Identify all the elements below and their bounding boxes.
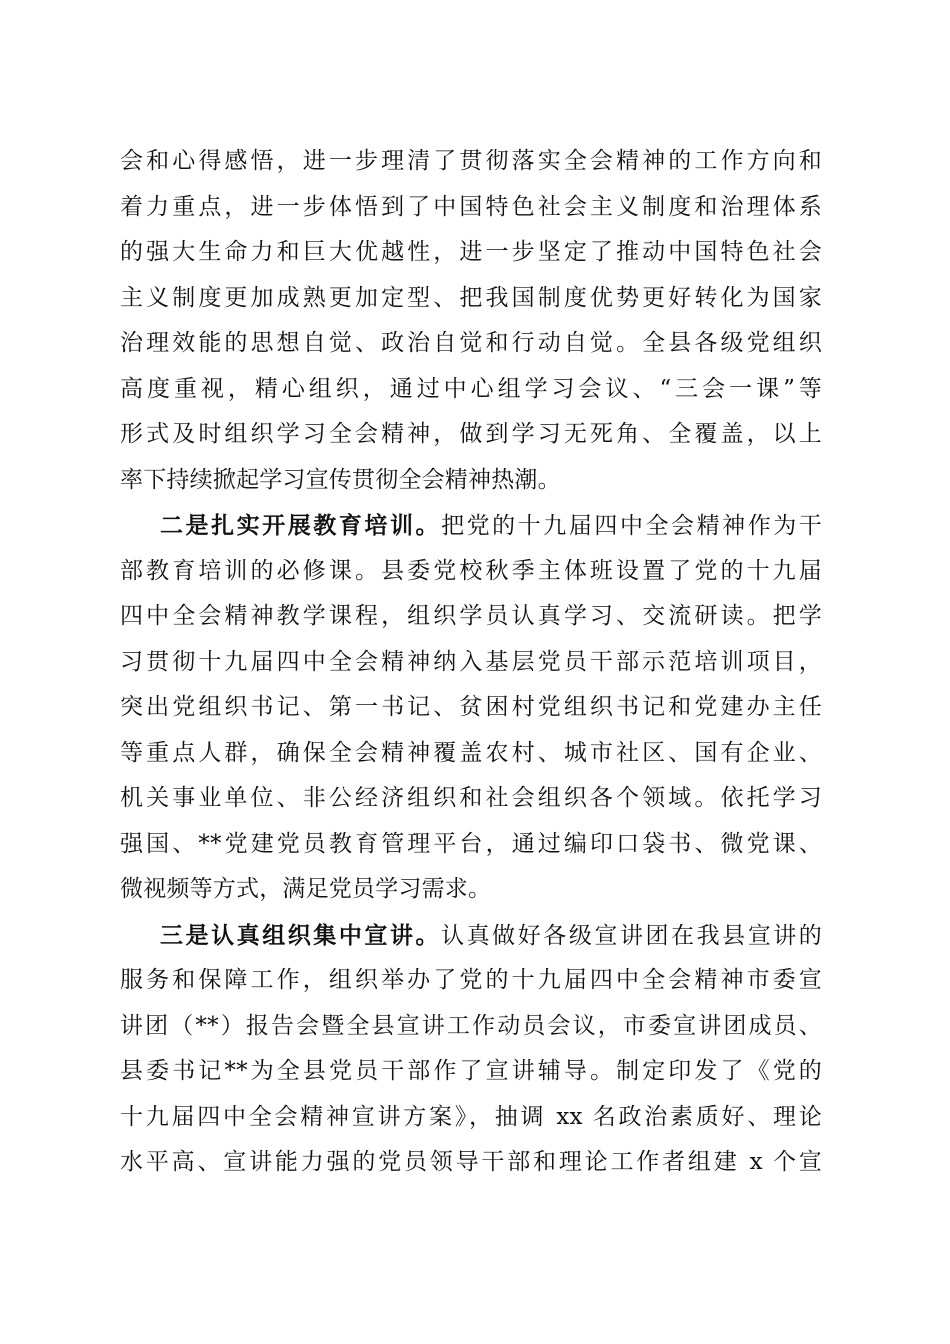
text-span: 把党的十九届四中全会精神作为干 [441,513,823,539]
text-line: 微视频等方式，满足党员学习需求。 [120,876,492,902]
text-line: 强国、**党建党员教育管理平台，通过编印口袋书、微党课、 [120,830,822,857]
text-line: 部教育培训的必修课。县委党校秋季主体班设置了党的十九届 [120,557,822,584]
paragraph-3 [120,913,822,1186]
text-line: 县委书记**为全县党员干部作了宣讲辅导。制定印发了《党的 [120,1058,822,1084]
text-line: 机关事业单位、非公经济组织和社会组织各个领域。依托学习 [120,785,822,811]
text-line: 高度重视，精心组织，通过中心组学习会议、“三会一课”等 [120,375,822,402]
text-line: 形式及时组织学习全会精神，做到学习无死角、全覆盖，以上 [120,421,822,447]
text-line: 率下持续掀起学习宣传贯彻全会精神热潮。 [120,466,561,493]
text-line: 十九届四中全会精神宣讲方案》，抽调 xx 名政治素质好、理论 [120,1103,822,1130]
text-line: 等重点人群，确保全会精神覆盖农村、城市社区、国有企业、 [120,739,822,766]
text-line: 讲团（**）报告会暨全县宣讲工作动员会议，市委宣讲团成员、 [120,1012,822,1039]
text-line [120,913,822,959]
text-line: 的强大生命力和巨大优越性，进一步坚定了推动中国特色社会 [120,239,822,265]
text-line: 水平高、宣讲能力强的党员领导干部和理论工作者组建 x 个宣 [120,1149,822,1175]
text-line: 服务和保障工作，组织举办了党的十九届四中全会精神市委宣 [120,967,822,993]
text-line: 会和心得感悟，进一步理清了贯彻落实全会精神的工作方向和 [120,148,822,174]
text-span: 认真做好各级宣讲团在我县宣讲的 [441,922,823,949]
text-line: 突出党组织书记、第一书记、贫困村党组织书记和党建办主任 [120,694,822,720]
paragraph-lead: 三是认真组织集中宣讲。 [160,921,442,949]
text-line: 四中全会精神教学课程，组织学员认真学习、交流研读。把学 [120,603,822,629]
paragraph-lead: 二是扎实开展教育培训。 [160,512,442,539]
paragraph-2 [120,503,822,913]
text-line [120,503,822,549]
text-line: 主义制度更加成熟更加定型、把我国制度优势更好转化为国家 [120,284,822,311]
document-page [120,139,822,1186]
text-line: 着力重点，进一步体悟到了中国特色社会主义制度和治理体系 [120,193,822,220]
text-line: 习贯彻十九届四中全会精神纳入基层党员干部示范培训项目， [120,648,822,675]
text-line: 治理效能的思想自觉、政治自觉和行动自觉。全县各级党组织 [120,330,822,356]
paragraph-1 [120,139,822,503]
